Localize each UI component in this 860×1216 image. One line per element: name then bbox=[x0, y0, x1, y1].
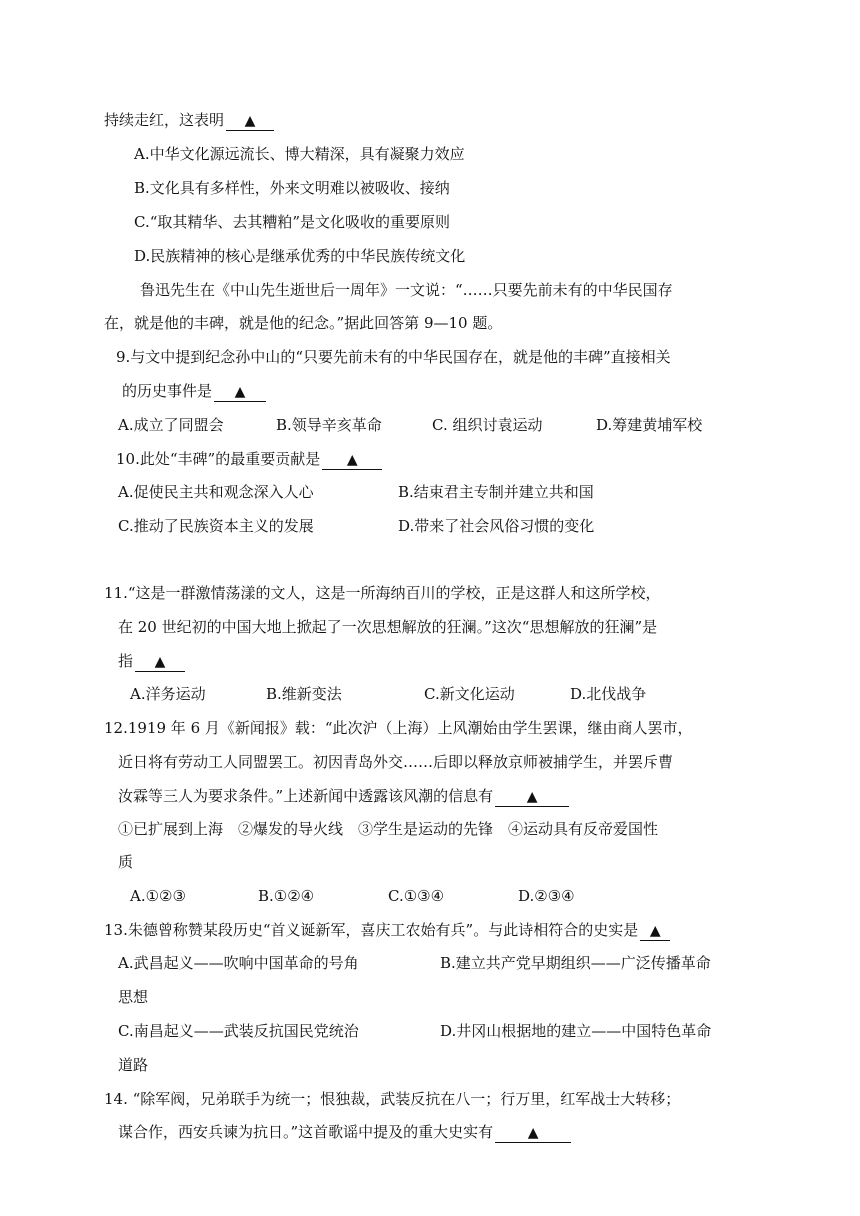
q13-option-a: A.武昌起义——吹响中国革命的号角 bbox=[118, 954, 359, 972]
q12-stem-line-1: 12.1919 年 6 月《新闻报》载：“此次沪（上海）上风潮始由学生罢课，继由商人罢市， bbox=[104, 719, 693, 737]
q9-option-c: C. 组织讨袁运动 bbox=[432, 416, 543, 434]
q13-option-c: C.南昌起义——武装反抗国民党统治 bbox=[118, 1022, 359, 1040]
q11-stem-text: 指 bbox=[118, 652, 134, 670]
triangle-marker-icon: ▲ bbox=[527, 1125, 539, 1141]
q9-option-a: A.成立了同盟会 bbox=[118, 416, 224, 434]
q11-stem-line-1: 11.“这是一群激情荡漾的文人，这是一所海纳百川的学校，正是这群人和这所学校， bbox=[104, 584, 661, 602]
q13-option-b: B.建立共产党早期组织——广泛传播革命 bbox=[440, 954, 711, 972]
q12-stem-line-3 bbox=[118, 786, 569, 807]
answer-blank bbox=[322, 450, 382, 470]
q11-stem-line-3 bbox=[118, 651, 185, 672]
q12-option-c: C.①③④ bbox=[388, 887, 445, 905]
q13-option-b-cont: 思想 bbox=[118, 988, 149, 1006]
intro-line-2: 在，就是他的丰碑，就是他的纪念。”据此回答第 9—10 题。 bbox=[104, 314, 503, 332]
q9-option-b: B.领导辛亥革命 bbox=[276, 416, 382, 434]
q13-stem-text: 13.朱德曾称赞某段历史“首义诞新军，喜庆工农始有兵”。与此诗相符合的史实是 bbox=[104, 921, 639, 939]
q10-option-b: B.结束君主专制并建立共和国 bbox=[398, 483, 594, 501]
q8-option-b: B.文化具有多样性，外来文明难以被吸收、接纳 bbox=[134, 179, 450, 197]
q9-stem-text: 的历史事件是 bbox=[122, 382, 213, 400]
q12-statements-cont: 质 bbox=[118, 853, 134, 871]
q12-statements: ①已扩展到上海 ②爆发的导火线 ③学生是运动的先锋 ④运动具有反帝爱国性 bbox=[118, 820, 659, 838]
q10-stem bbox=[116, 449, 382, 470]
q14-stem-line-1: 14. “除军阀，兄弟联手为统一；恨独裁，武装反抗在八一；行万里，红军战士大转移； bbox=[104, 1090, 681, 1108]
q12-stem-line-2: 近日将有劳动工人同盟罢工。初因青岛外交……后即以释放京师被捕学生，并罢斥曹 bbox=[118, 753, 674, 771]
q11-option-a: A.洋务运动 bbox=[130, 685, 206, 703]
q10-option-a: A.促使民主共和观念深入人心 bbox=[118, 483, 314, 501]
q14-stem-text: 谋合作，西安兵谏为抗日。”这首歌谣中提及的重大史实有 bbox=[118, 1123, 494, 1141]
q12-option-d: D.②③④ bbox=[518, 887, 575, 905]
q11-stem-line-2: 在 20 世纪初的中国大地上掀起了一次思想解放的狂澜。”这次“思想解放的狂澜”是 bbox=[118, 618, 658, 636]
triangle-marker-icon: ▲ bbox=[526, 789, 538, 805]
intro-line-1: 鲁迅先生在《中山先生逝世后一周年》一文说：“……只要先前未有的中华民国存 bbox=[140, 281, 673, 299]
q13-stem bbox=[104, 920, 670, 941]
q9-stem-line-1: 9.与文中提到纪念孙中山的“只要先前未有的中华民国存在，就是他的丰碑”直接相关 bbox=[116, 348, 671, 366]
q10-option-d: D.带来了社会风俗习惯的变化 bbox=[398, 517, 595, 535]
triangle-marker-icon: ▲ bbox=[649, 923, 661, 939]
q12-stem-text: 汝霖等三人为要求条件。”上述新闻中透露该风潮的信息有 bbox=[118, 787, 494, 805]
triangle-marker-icon: ▲ bbox=[346, 452, 358, 468]
q9-stem-line-2 bbox=[122, 381, 266, 402]
triangle-marker-icon: ▲ bbox=[234, 384, 246, 400]
q10-stem-text: 10.此处“丰碑”的最重要贡献是 bbox=[116, 450, 321, 468]
answer-blank bbox=[214, 382, 266, 402]
answer-blank bbox=[495, 1123, 571, 1143]
q8-stem-tail bbox=[104, 110, 274, 131]
q10-option-c: C.推动了民族资本主义的发展 bbox=[118, 517, 314, 535]
q11-option-b: B.维新变法 bbox=[266, 685, 342, 703]
q8-option-d: D.民族精神的核心是继承优秀的中华民族传统文化 bbox=[134, 247, 466, 265]
triangle-marker-icon: ▲ bbox=[244, 113, 256, 129]
q11-option-d: D.北伐战争 bbox=[570, 685, 647, 703]
q8-option-a: A.中华文化源远流长、博大精深，具有凝聚力效应 bbox=[134, 145, 465, 163]
answer-blank bbox=[495, 787, 569, 807]
answer-blank bbox=[640, 921, 670, 941]
q12-option-b: B.①②④ bbox=[258, 887, 315, 905]
q8-option-c: C.“取其精华、去其糟粕”是文化吸收的重要原则 bbox=[134, 213, 451, 231]
q14-stem-line-2 bbox=[118, 1122, 571, 1143]
triangle-marker-icon: ▲ bbox=[154, 654, 166, 670]
answer-blank bbox=[226, 111, 274, 131]
q11-option-c: C.新文化运动 bbox=[424, 685, 515, 703]
q9-option-d: D.筹建黄埔军校 bbox=[596, 416, 703, 434]
answer-blank bbox=[135, 652, 185, 672]
q12-option-a: A.①②③ bbox=[130, 887, 186, 905]
q13-option-d-cont: 道路 bbox=[118, 1056, 149, 1074]
q8-stem-text: 持续走红，这表明 bbox=[104, 111, 225, 129]
q13-option-d: D.井冈山根据地的建立——中国特色革命 bbox=[440, 1022, 712, 1040]
